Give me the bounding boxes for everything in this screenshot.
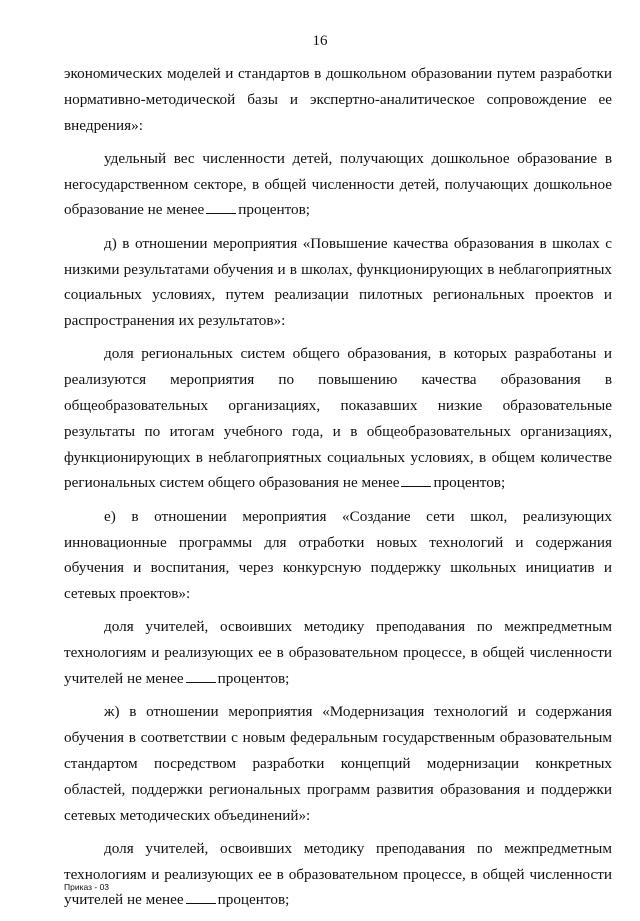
fill-in-blank: [186, 891, 216, 904]
paragraph-2: [64, 146, 612, 223]
paragraph-text: доля региональных систем общего образования, в которых разработаны и реализуются мероприятия по повышению качества образования в общеобразовательных организациях, показавших низкие образовательные результаты по итогам учебного года, и в общеобразовательных организациях, функционирующих в неблагоприятных социальных условиях, в общем количестве региональных систем общего образования не менее: [64, 345, 612, 492]
fill-in-blank: [206, 201, 236, 214]
paragraph-3: [64, 231, 612, 334]
document-body: [64, 61, 612, 921]
paragraph-7: [64, 699, 612, 828]
paragraph-5: [64, 504, 612, 607]
paragraph-text: е) в отношении мероприятия «Создание сети школ, реализующих инновационные программы для отработки новых технологий и содержания обучения и воспитания, через конкурсную поддержку школьных инициатив и сетевых проектов»:: [64, 507, 612, 603]
paragraph-suffix: процентов;: [217, 670, 290, 688]
paragraph-text: доля учителей, освоивших методику преподавания по межпредметным технологиям и реализующих ее в образовательном процессе, в общей численности учителей не менее: [64, 618, 612, 688]
paragraph-6: [64, 614, 612, 691]
paragraph-text: д) в отношении мероприятия «Повышение качества образования в школах с низкими результатами обучения и в школах, функционирующих в неблагоприятных социальных условиях, путем реализации пилотных региональных проектов и распространения их результатов»:: [64, 234, 612, 330]
paragraph-text: экономических моделей и стандартов в дошкольном образовании путем разработки нормативно-методической базы и экспертно-аналитическое сопровождение ее внедрения»:: [64, 65, 612, 134]
footer-label: Приказ - 03: [64, 882, 110, 892]
paragraph-1: [64, 61, 612, 138]
fill-in-blank: [401, 474, 431, 487]
paragraph-suffix: процентов;: [217, 891, 290, 909]
page-number: 16: [312, 33, 328, 49]
paragraph-suffix: процентов;: [238, 201, 311, 219]
paragraph-suffix: процентов;: [433, 474, 506, 492]
paragraph-text: ж) в отношении мероприятия «Модернизация технологий и содержания обучения в соответствии с новым федеральным государственным образовательным стандартом посредством разработки концепций модернизации конкретных областей, поддержки региональных программ развития образования и поддержки сетевых методических объединений»:: [64, 703, 612, 824]
paragraph-text: доля учителей, освоивших методику преподавания по межпредметным технологиям и реализующих ее в образовательном процессе, в общей численности учителей не менее: [64, 839, 612, 909]
paragraph-text: удельный вес численности детей, получающих дошкольное образование в негосударственном секторе, в общей численности детей, получающих дошкольное образование не менее: [64, 149, 612, 219]
fill-in-blank: [186, 670, 216, 683]
paragraph-4: [64, 341, 612, 496]
paragraph-8: [64, 836, 612, 913]
